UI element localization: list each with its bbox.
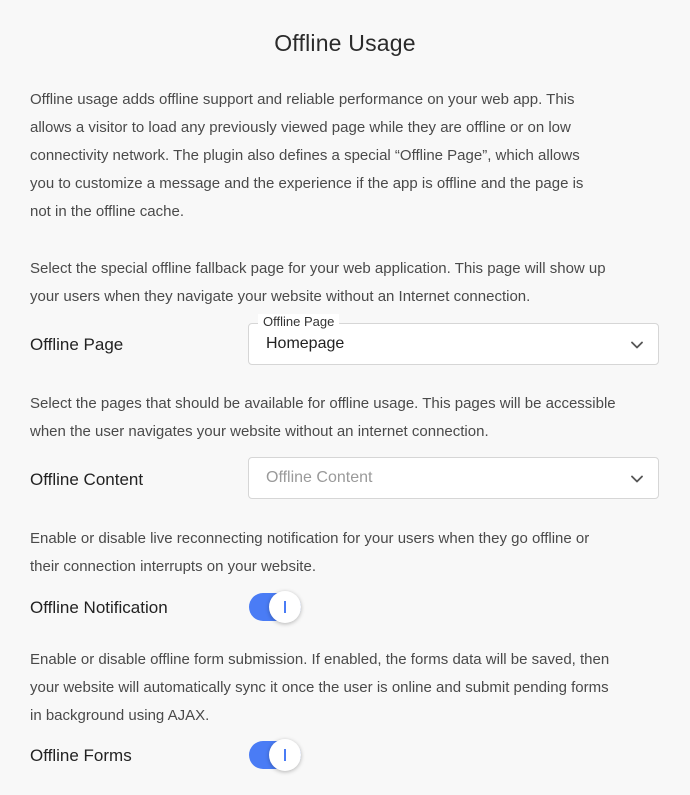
offline-content-placeholder: Offline Content xyxy=(266,469,373,486)
description-line: Select the special offline fallback page for your web application. This page will show up xyxy=(30,260,606,277)
offline-content-description xyxy=(30,390,670,446)
intro-line: allows a visitor to load any previously viewed page while they are offline or on low xyxy=(30,119,571,136)
description-line: in background using AJAX. xyxy=(30,707,210,724)
description-line: Enable or disable live reconnecting notification for your users when they go offline or xyxy=(30,530,590,547)
offline-forms-label: Offline Forms xyxy=(30,746,132,765)
toggle-knob xyxy=(269,591,301,623)
intro-line: connectivity network. The plugin also defines a special “Offline Page”, which allows xyxy=(30,147,580,164)
description-line: Select the pages that should be available for offline usage. This pages will be accessible xyxy=(30,395,616,412)
chevron-down-icon[interactable] xyxy=(630,338,644,352)
description-line: Enable or disable offline form submission. If enabled, the forms data will be saved, then xyxy=(30,651,610,668)
intro-line: not in the offline cache. xyxy=(30,203,184,220)
offline-notification-label: Offline Notification xyxy=(30,598,168,617)
intro-description xyxy=(30,86,670,226)
offline-notification-toggle[interactable] xyxy=(249,593,301,621)
intro-line: you to customize a message and the experience if the app is offline and the page is xyxy=(30,175,584,192)
offline-forms-description xyxy=(30,646,670,730)
offline-page-selected-value: Homepage xyxy=(266,335,345,352)
offline-forms-toggle[interactable] xyxy=(249,741,301,769)
offline-content-label: Offline Content xyxy=(30,470,144,489)
offline-page-field-label: Offline Page xyxy=(258,314,339,330)
offline-page-label: Offline Page xyxy=(30,335,124,354)
page-title: Offline Usage xyxy=(274,30,416,56)
offline-page-select[interactable] xyxy=(248,314,659,365)
chevron-down-icon[interactable] xyxy=(630,472,644,486)
description-line: your users when they navigate your website without an Internet connection. xyxy=(30,288,531,305)
offline-page-description xyxy=(30,255,670,311)
offline-content-select[interactable] xyxy=(248,457,659,499)
toggle-knob xyxy=(269,739,301,771)
description-line: your website will automatically sync it once the user is online and submit pending forms xyxy=(30,679,609,696)
description-line: their connection interrupts on your website. xyxy=(30,558,316,575)
offline-notification-description xyxy=(30,525,670,581)
intro-line: Offline usage adds offline support and reliable performance on your web app. This xyxy=(30,91,575,108)
description-line: when the user navigates your website without an internet connection. xyxy=(30,423,489,440)
